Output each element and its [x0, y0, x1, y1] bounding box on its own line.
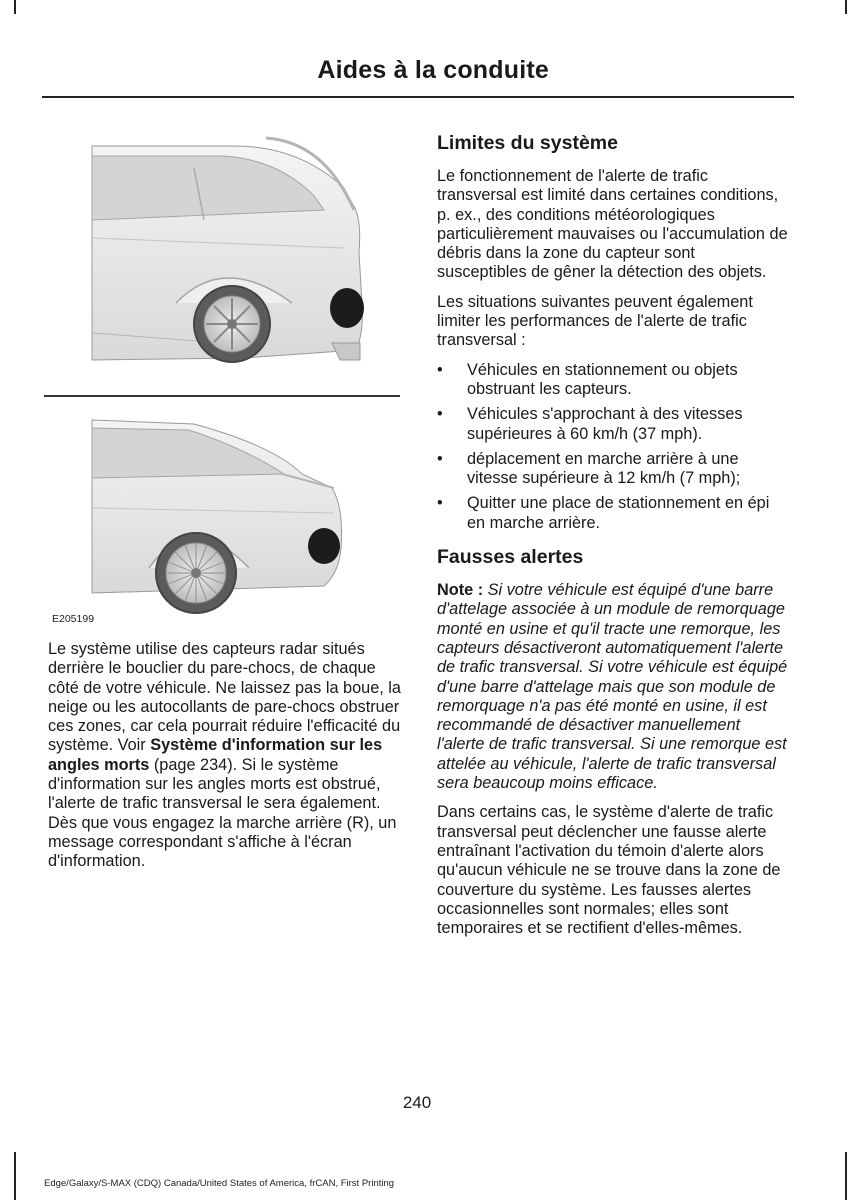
- situations-paragraph: Les situations suivantes peuvent également limiter les performances de l'alerte de trafic transversal :: [437, 292, 753, 350]
- list-item-text: déplacement en marche arrière à une vitesse supérieure à 12 km/h (7 mph);: [467, 449, 741, 488]
- list-item-text: Véhicules en stationnement ou objets obstruant les capteurs.: [467, 360, 738, 398]
- list-item: [437, 494, 789, 533]
- crop-mark-bottom-right: [845, 1152, 847, 1200]
- page-number: 240: [402, 1093, 432, 1112]
- page-title: Aides à la conduite: [317, 56, 549, 84]
- note-text: Si votre véhicule est équipé d'une barre d'attelage associée à un module de remorquage monté en usine et qu'il tracte une remorque, les capteurs désactiveront automatiquement l'alerte de trafic transversal. Si votre véhicule est équipé d'une barre d'attelage mais que son module de remorquage n'a pas été monté en usine, il est recommandé de désactiver manuellement l'alerte de trafic transversal. Si une remorque est attelée au véhicule, l'alerte de trafic transversal sera beaucoup moins efficace.: [437, 581, 788, 793]
- left-column: [48, 640, 402, 882]
- cross-reference-link[interactable]: Système d'information sur les angles morts: [48, 736, 383, 774]
- list-item: [437, 450, 789, 489]
- bullet-icon: •: [437, 449, 443, 468]
- bullet-icon: •: [437, 360, 443, 379]
- footer-text: Edge/Galaxy/S-MAX (CDQ) Canada/United States of America, frCAN, First Printing: [44, 1178, 395, 1189]
- crop-mark-top-right: [845, 0, 847, 14]
- bullet-icon: •: [437, 405, 443, 424]
- list-item-text: Quitter une place de stationnement en épi en marche arrière.: [467, 494, 770, 532]
- bullet-icon: •: [437, 494, 443, 513]
- paragraph-text-start: Le système utilise des capteurs radar situés derrière le bouclier du pare-chocs, de chaque côté de votre véhicule. Ne laissez pas la boue, la neige ou les autocollants de pare-chocs obstruer ces zones, car cela pourrait réduire l'efficacité du système. Voir: [48, 640, 401, 755]
- list-item-text: Véhicules s'approchant à des vitesses supérieures à 60 km/h (37 mph).: [467, 405, 743, 443]
- list-item: [437, 361, 789, 400]
- crop-mark-top-left: [14, 0, 16, 14]
- figure-code: E205199: [52, 613, 95, 625]
- note-paragraph: [437, 581, 789, 793]
- crop-mark-bottom-left: [14, 1152, 16, 1200]
- sensor-location-paragraph: [48, 640, 402, 872]
- list-item: [437, 405, 789, 444]
- paragraph-text-end: (page 234). Si le système d'information sur les angles morts est obstrué, l'alerte de trafic transversal le sera également. Dès que vous engagez la marche arrière (R), un message correspondant s'affiche à l'écran d'information.: [48, 755, 397, 871]
- right-column: [437, 131, 789, 948]
- false-alerts-paragraph: Dans certains cas, le système d'alerte de trafic transversal peut déclencher une fausse alerte entraînant l'activation du témoin d'alerte alors qu'aucun véhicule ne se trouve dans la zone de couverture du système. Les fausses alertes occasionnelles sont normales; elles sont temporaires et se rectifient d'elles-mêmes.: [437, 803, 781, 938]
- heading-false-alerts: Fausses alertes: [437, 546, 584, 569]
- suv-rear-view: [44, 138, 400, 396]
- heading-system-limits: Limites du système: [437, 132, 618, 154]
- vehicle-sensor-illustration: [44, 128, 404, 633]
- header-divider: [42, 96, 794, 98]
- limitations-list: [437, 361, 789, 533]
- sedan-rear-view: [92, 420, 342, 613]
- note-label: Note :: [437, 581, 484, 600]
- limits-paragraph: Le fonctionnement de l'alerte de trafic transversal est limité dans certaines conditions, p. ex., des conditions météorologiques particulièrement mauvaises ou l'accumulation de débris dans la zone du capteur sont susceptibles de gêner la détection des objets.: [437, 167, 788, 282]
